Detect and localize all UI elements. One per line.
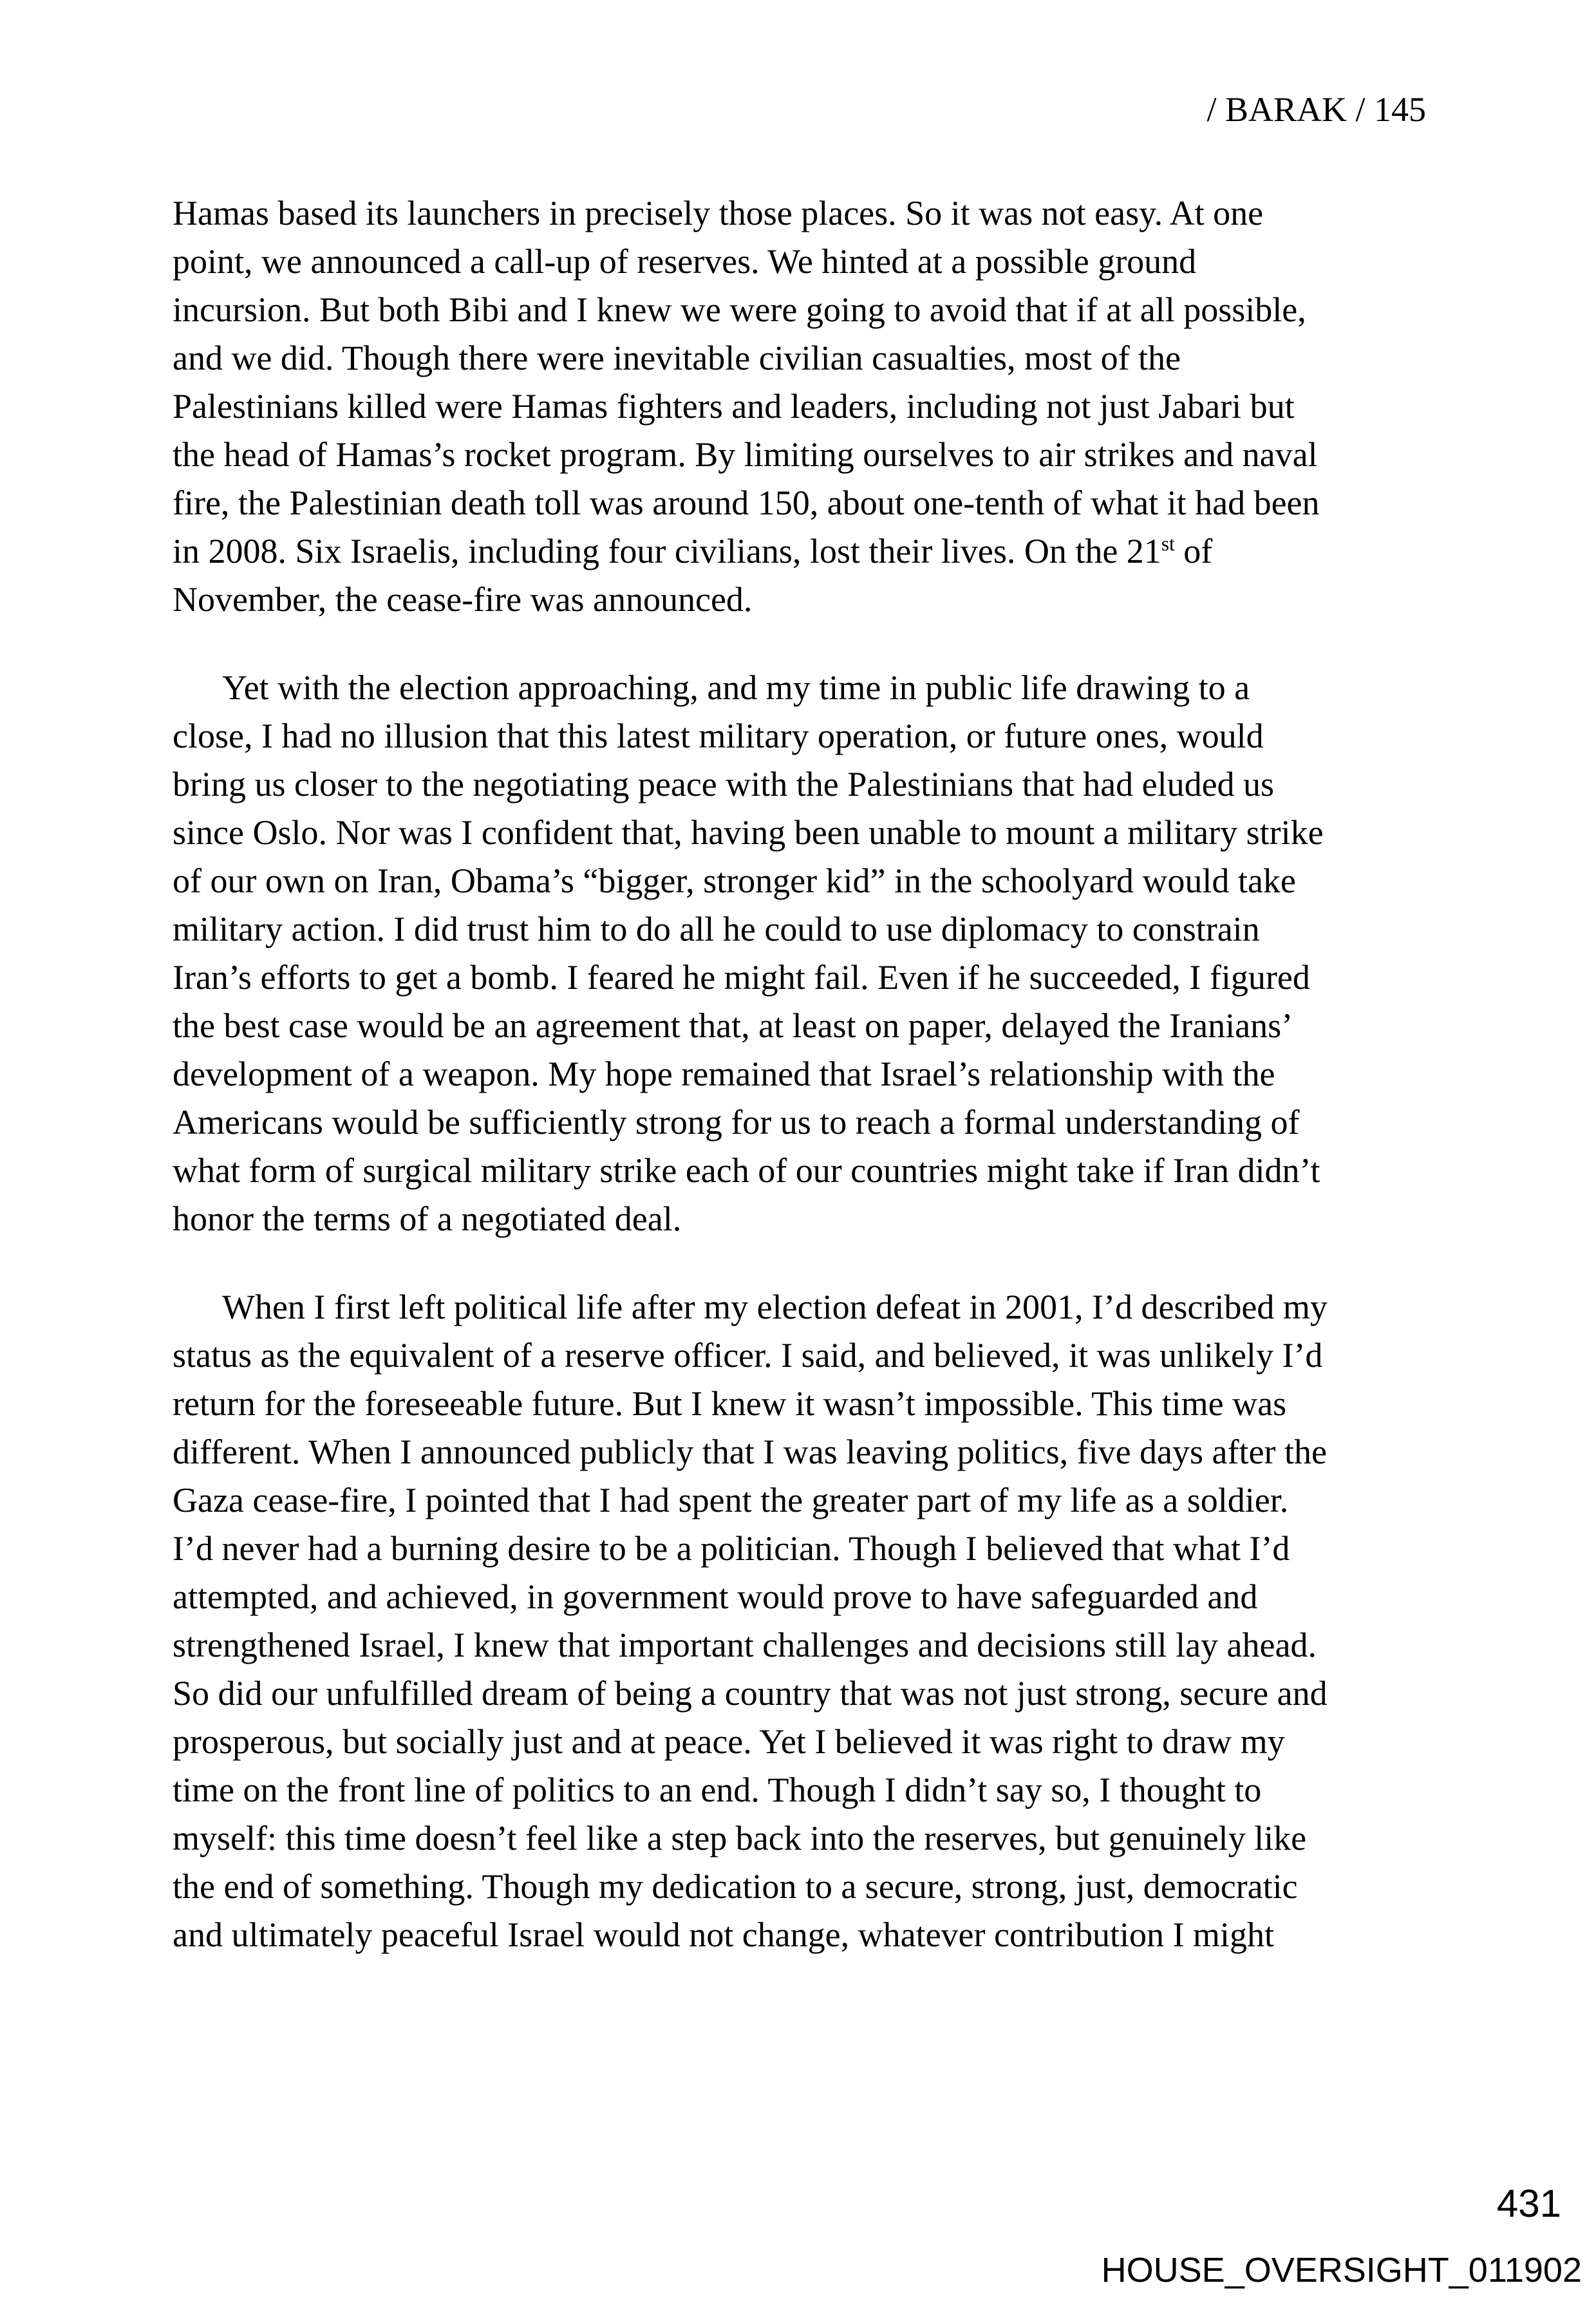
text-line: what form of surgical military strike each of our countries might take if Iran didn’t xyxy=(173,1151,1320,1190)
text-line: in 2008. Six Israelis, including four civilians, lost their lives. On the 21st of xyxy=(173,532,1213,570)
text-line: incursion. But both Bibi and I knew we were going to avoid that if at all possible, xyxy=(173,290,1306,329)
text-line: development of a weapon. My hope remained that Israel’s relationship with the xyxy=(173,1055,1275,1093)
text-line: fire, the Palestinian death toll was around 150, about one-tenth of what it had been xyxy=(173,484,1320,522)
paragraph xyxy=(173,189,1454,624)
text-line: status as the equivalent of a reserve officer. I said, and believed, it was unlikely I’d xyxy=(173,1336,1323,1375)
page-header: / BARAK / 145 xyxy=(1206,90,1426,129)
text-line: and we did. Though there were inevitable civilian casualties, most of the xyxy=(173,339,1181,377)
text-line: bring us closer to the negotiating peace with the Palestinians that had eluded us xyxy=(173,765,1275,804)
text-line: I’d never had a burning desire to be a politician. Though I believed that what I’d xyxy=(173,1529,1290,1568)
text-line: different. When I announced publicly that I was leaving politics, five days after the xyxy=(173,1433,1327,1471)
text-line: the head of Hamas’s rocket program. By limiting ourselves to air strikes and naval xyxy=(173,435,1318,474)
text-line: the end of something. Though my dedication to a secure, strong, just, democratic xyxy=(173,1867,1298,1906)
document-id: HOUSE_OVERSIGHT_011902 xyxy=(1101,2251,1582,2289)
text-line: Hamas based its launchers in precisely those places. So it was not easy. At one xyxy=(173,194,1264,232)
text-line: time on the front line of politics to an end. Though I didn’t say so, I thought to xyxy=(173,1771,1262,1809)
text-line: Yet with the election approaching, and my time in public life drawing to a xyxy=(222,668,1250,707)
text-line: since Oslo. Nor was I confident that, having been unable to mount a military strike xyxy=(173,813,1324,852)
text-line: attempted, and achieved, in government would prove to have safeguarded and xyxy=(173,1577,1258,1616)
text-line: honor the terms of a negotiated deal. xyxy=(173,1199,682,1238)
text-line: the best case would be an agreement that, at least on paper, delayed the Iranians’ xyxy=(173,1006,1293,1045)
page-number: 431 xyxy=(1496,2182,1561,2225)
text-line: point, we announced a call-up of reserves. We hinted at a possible ground xyxy=(173,242,1197,281)
paragraph xyxy=(173,1283,1454,1959)
text-line: Iran’s efforts to get a bomb. I feared he might fail. Even if he succeeded, I figured xyxy=(173,958,1310,997)
text-line: and ultimately peaceful Israel would not change, whatever contribution I might xyxy=(173,1915,1274,1954)
text-line: return for the foreseeable future. But I knew it wasn’t impossible. This time was xyxy=(173,1384,1287,1423)
text-line: strengthened Israel, I knew that important challenges and decisions still lay ahead. xyxy=(173,1626,1317,1664)
text-line: Palestinians killed were Hamas fighters and leaders, including not just Jabari but xyxy=(173,387,1295,426)
text-line: So did our unfulfilled dream of being a country that was not just strong, secure and xyxy=(173,1674,1328,1713)
text-line: military action. I did trust him to do all he could to use diplomacy to constrain xyxy=(173,910,1260,948)
text-line: November, the cease-fire was announced. xyxy=(173,580,753,619)
text-line: Gaza cease-fire, I pointed that I had spent the greater part of my life as a soldier. xyxy=(173,1481,1289,1519)
paragraph xyxy=(173,664,1454,1243)
text-line: close, I had no illusion that this latest military operation, or future ones, would xyxy=(173,717,1264,755)
text-line: prosperous, but socially just and at peace. Yet I believed it was right to draw my xyxy=(173,1722,1285,1761)
text-line: When I first left political life after my election defeat in 2001, I’d described my xyxy=(222,1288,1328,1326)
body-text xyxy=(173,189,1454,1999)
text-line: of our own on Iran, Obama’s “bigger, stronger kid” in the schoolyard would take xyxy=(173,861,1296,900)
text-line: Americans would be sufficiently strong for us to reach a formal understanding of xyxy=(173,1103,1300,1142)
text-line: myself: this time doesn’t feel like a step back into the reserves, but genuinely like xyxy=(173,1819,1307,1857)
